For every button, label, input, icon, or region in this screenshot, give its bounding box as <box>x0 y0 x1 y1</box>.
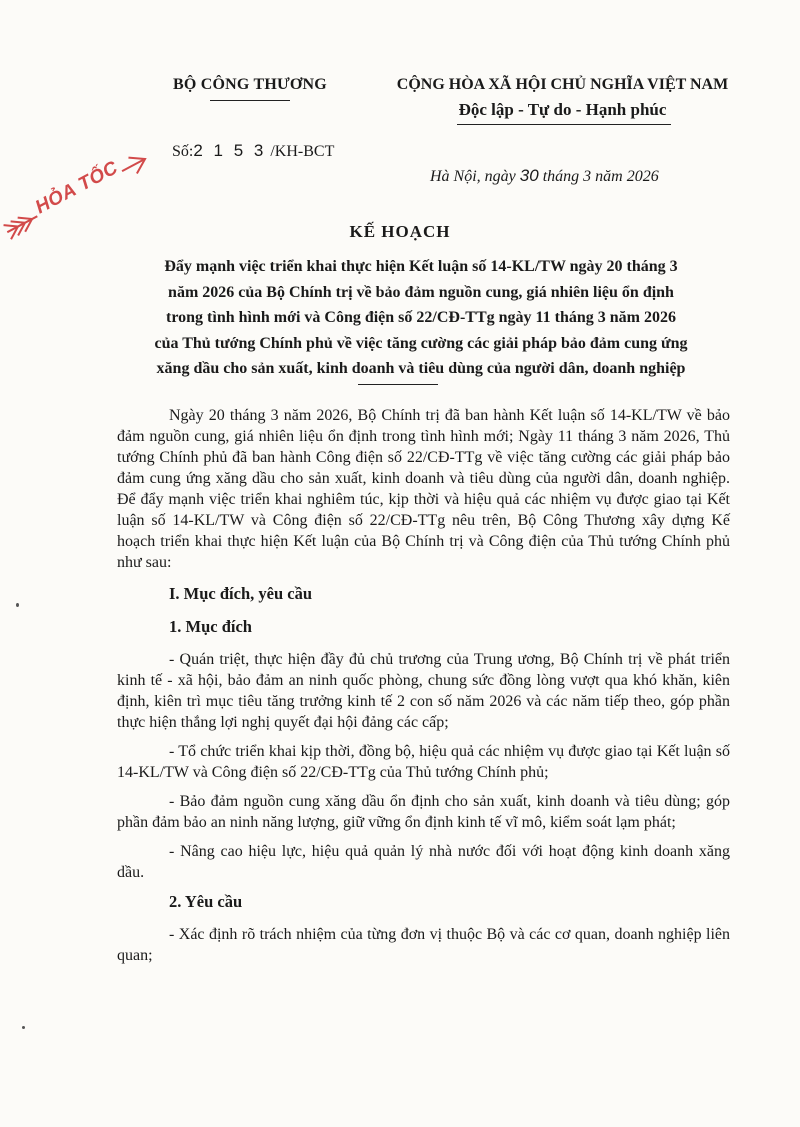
intro-paragraph: Ngày 20 tháng 3 năm 2026, Bộ Chính trị đã ban hành Kết luận số 14-KL/TW về bảo đảm nguồn cung, giá nhiên liệu ổn định trong tình hình mới; Ngày 11 tháng 3 năm 2026, Thủ tướng Chính phủ đã ban hành Công điện số 22/CĐ-TTg về việc tăng cường các giải pháp bảo đảm cung ứng xăng dầu cho sản xuất, kinh doanh và tiêu dùng của người dân, doanh nghiệp. Để đẩy mạnh việc triển khai nghiêm túc, kịp thời và hiệu quả các nhiệm vụ được giao tại Kết luận số 14-KL/TW và Công điện số 22/CĐ-TTg nêu trên, Bộ Công Thương xây dựng Kế hoạch triển khai thực hiện Kết luận của Bộ Chính trị và Công điện của Thủ tướng Chính phủ như sau: <box>117 407 730 571</box>
subsection-heading: 1. Mục đích <box>169 617 252 636</box>
ministry-name: BỘ CÔNG THƯƠNG <box>173 76 327 93</box>
subsection-heading: 2. Yêu cầu <box>169 892 243 911</box>
stamp-text: HỎA TỐC <box>29 156 124 221</box>
subtitle-line: xăng dầu cho sản xuất, kinh doanh và tiêu dùng của người dân, doanh nghiệp <box>156 360 686 377</box>
motto-underline <box>457 124 671 125</box>
date-prefix: Hà Nội, ngày <box>430 168 520 185</box>
document-number <box>172 141 334 161</box>
list-item: - Nâng cao hiệu lực, hiệu quả quản lý nhà nước đối với hoạt động kinh doanh xăng dầu. <box>117 843 730 881</box>
list-item: - Bảo đảm nguồn cung xăng dầu ổn định cho sản xuất, kinh doanh và tiêu dùng; góp phần đảm bảo an ninh năng lượng, giữ vững ổn định kinh tế vĩ mô, kiểm soát lạm phát; <box>117 793 730 831</box>
national-motto: Độc lập - Tự do - Hạnh phúc <box>458 100 667 119</box>
list-item: - Xác định rõ trách nhiệm của từng đơn vị thuộc Bộ và các cơ quan, doanh nghiệp liên quan; <box>117 926 730 964</box>
date-day-handwritten: 30 <box>519 166 539 185</box>
ministry-underline <box>210 100 290 101</box>
title-underline <box>358 384 438 385</box>
scan-speck <box>22 1026 25 1029</box>
doc-no-handwritten: 2 1 5 3 <box>193 141 267 160</box>
section-heading: I. Mục đích, yêu cầu <box>169 584 313 603</box>
document-subtitle <box>112 254 730 382</box>
date-suffix: tháng 3 năm 2026 <box>538 168 659 185</box>
subtitle-line: Đẩy mạnh việc triển khai thực hiện Kết luận số 14-KL/TW ngày 20 tháng 3 <box>164 258 678 275</box>
urgent-stamp <box>0 124 169 266</box>
doc-no-suffix: /KH-BCT <box>270 143 335 160</box>
issuing-agency <box>150 76 350 94</box>
doc-no-prefix: Số: <box>172 143 194 160</box>
scan-speck <box>16 603 19 607</box>
list-item: - Tổ chức triển khai kịp thời, đồng bộ, hiệu quả các nhiệm vụ được giao tại Kết luận số 14-KL/TW và Công điện số 22/CĐ-TTg của Thủ tướng Chính phủ; <box>117 743 730 781</box>
list-item: - Quán triệt, thực hiện đầy đủ chủ trương của Trung ương, Bộ Chính trị về phát triển kinh tế - xã hội, bảo đảm an ninh quốc phòng, chung sức đồng lòng vượt qua khó khăn, kiên định, kiên trì mục tiêu tăng trưởng kinh tế 2 con số năm 2026 và các năm tiếp theo, góp phần thực hiện thắng lợi nghị quyết đại hội đảng các cấp; <box>117 651 730 731</box>
national-header <box>385 76 740 120</box>
date-line <box>430 166 659 186</box>
subtitle-line: năm 2026 của Bộ Chính trị về bảo đảm nguồn cung, giá nhiên liệu ổn định <box>168 283 674 301</box>
document-body <box>117 405 730 974</box>
document-title: KẾ HOẠCH <box>349 222 451 241</box>
subtitle-line: của Thủ tướng Chính phủ về việc tăng cường các giải pháp bảo đảm cung ứng <box>154 334 688 352</box>
nation-name: CỘNG HÒA XÃ HỘI CHỦ NGHĨA VIỆT NAM <box>396 76 729 93</box>
subtitle-line: trong tình hình mới và Công điện số 22/CĐ-TTg ngày 11 tháng 3 năm 2026 <box>166 309 676 326</box>
